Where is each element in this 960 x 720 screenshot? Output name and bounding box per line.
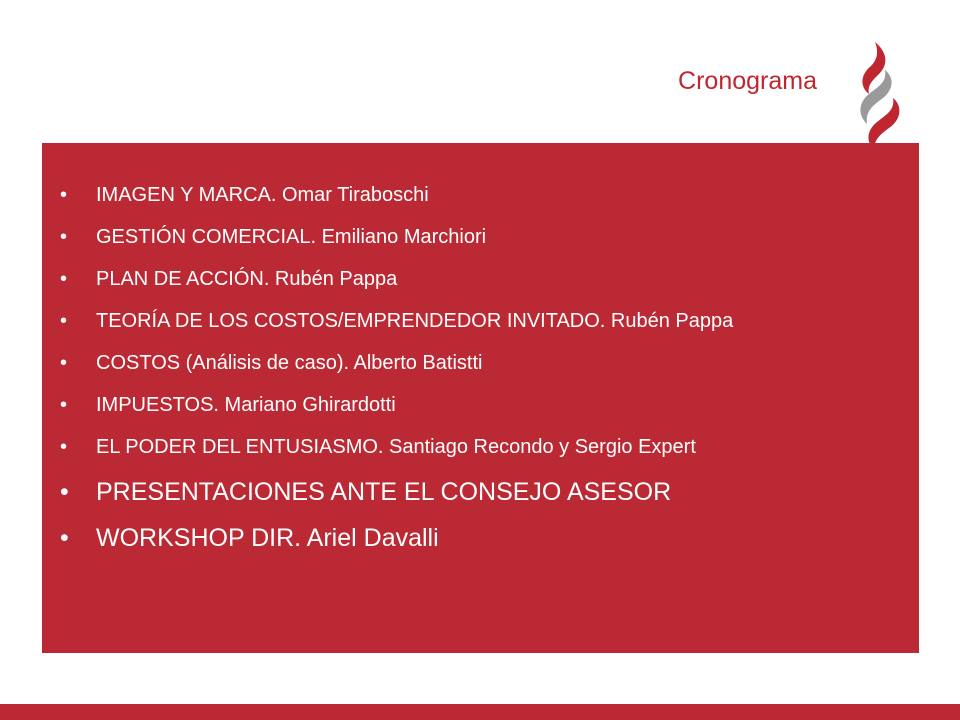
footer-bar <box>0 704 960 720</box>
list-item <box>60 477 910 508</box>
list-item-text: GESTIÓN COMERCIAL. Emiliano Marchiori <box>96 226 487 248</box>
list-item <box>60 523 910 554</box>
list-item <box>60 183 910 208</box>
list-item <box>60 225 910 250</box>
list-item <box>60 351 910 376</box>
list-item-text: COSTOS (Análisis de caso). Alberto Batistti <box>96 352 483 374</box>
bullet-marker: • <box>60 184 68 206</box>
bullet-marker: • <box>60 478 69 506</box>
list-item <box>60 435 910 460</box>
list-item-text: EL PODER DEL ENTUSIASMO. Santiago Recondo y Sergio Expert <box>96 436 696 458</box>
list-item-text: TEORÍA DE LOS COSTOS/EMPRENDEDOR INVITADO. Rubén Pappa <box>96 310 734 332</box>
bullet-marker: • <box>60 524 69 552</box>
list-item-text: PLAN DE ACCIÓN. Rubén Pappa <box>96 268 398 290</box>
list-item <box>60 393 910 418</box>
bullet-marker: • <box>60 310 68 332</box>
list-item-text: IMAGEN Y MARCA. Omar Tiraboschi <box>96 184 429 206</box>
list-item <box>60 309 910 334</box>
flame-logo-icon <box>845 40 909 152</box>
bullet-marker: • <box>60 394 68 416</box>
bullet-marker: • <box>60 226 68 248</box>
bullet-marker: • <box>60 352 68 374</box>
list-item-text: WORKSHOP DIR. Ariel Davalli <box>96 524 439 552</box>
bullet-marker: • <box>60 268 68 290</box>
bullet-marker: • <box>60 436 68 458</box>
content-panel <box>42 143 919 653</box>
slide-title: Cronograma <box>678 67 817 95</box>
list-item <box>60 267 910 292</box>
list-item-text: PRESENTACIONES ANTE EL CONSEJO ASESOR <box>96 478 672 506</box>
bullet-list <box>60 183 910 569</box>
list-item-text: IMPUESTOS. Mariano Ghirardotti <box>96 394 396 416</box>
